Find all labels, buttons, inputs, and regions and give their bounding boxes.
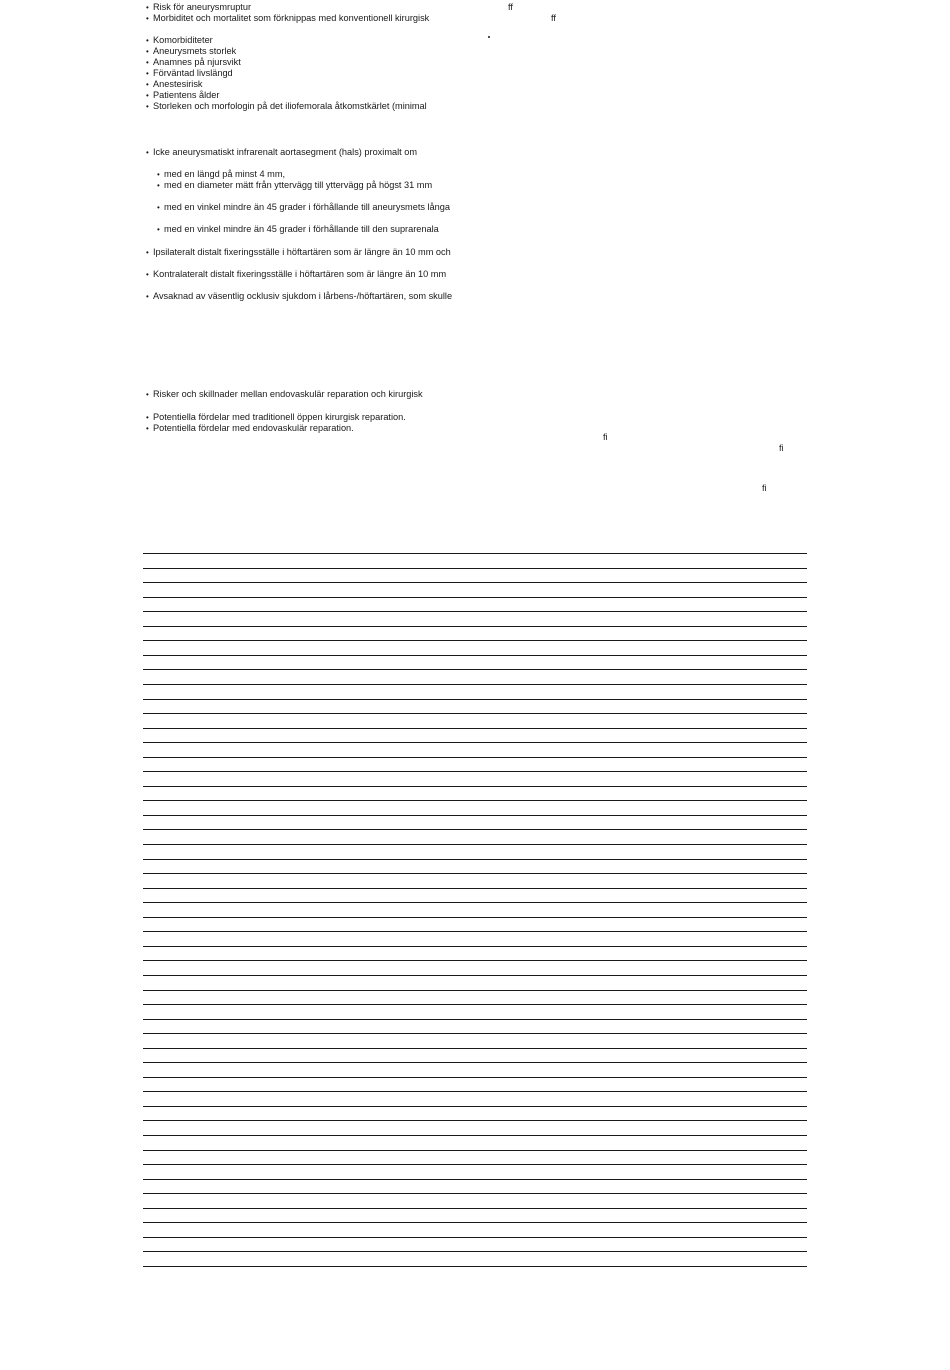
ruled-line	[143, 597, 807, 598]
ruled-line	[143, 1222, 807, 1223]
risk-item-2: • Morbiditet och mortalitet som förknippas med konventionell kirurgisk	[146, 13, 429, 24]
ruled-line	[143, 873, 807, 874]
ruled-line	[143, 1106, 807, 1107]
ligature-fragment-4: fi	[779, 443, 784, 453]
factor-item-6: • Patientens ålder	[146, 90, 219, 101]
ruled-line	[143, 829, 807, 830]
ruled-line	[143, 728, 807, 729]
ruled-line	[143, 960, 807, 961]
ruled-line	[143, 684, 807, 685]
anatomy-sub-item-4: • med en vinkel mindre än 45 grader i förhållande till den suprarenala	[157, 224, 439, 235]
ruled-line	[143, 902, 807, 903]
ruled-line	[143, 669, 807, 670]
ruled-line	[143, 815, 807, 816]
discussion-item-2: • Potentiella fördelar med traditionell öppen kirurgisk reparation.	[146, 412, 406, 423]
ruled-line	[143, 1251, 807, 1252]
anatomy-sub-item-1: • med en längd på minst 4 mm,	[157, 169, 285, 180]
ruled-line	[143, 699, 807, 700]
ruled-line	[143, 800, 807, 801]
ruled-line	[143, 1266, 807, 1267]
ruled-line	[143, 771, 807, 772]
ruled-line	[143, 1164, 807, 1165]
ruled-line	[143, 1033, 807, 1034]
anatomy-sub-item-3: • med en vinkel mindre än 45 grader i förhållande till aneurysmets långa	[157, 202, 450, 213]
anatomy-sub-item-2: • med en diameter mätt från yttervägg till yttervägg på högst 31 mm	[157, 180, 432, 191]
factor-item-7: • Storleken och morfologin på det iliofemorala åtkomstkärlet (minimal	[146, 101, 427, 112]
factor-item-5: • Anestesirisk	[146, 79, 203, 90]
ruled-line	[143, 1091, 807, 1092]
factor-item-3: • Anamnes på njursvikt	[146, 57, 241, 68]
stray-dot	[488, 36, 490, 38]
ruled-line	[143, 1193, 807, 1194]
ruled-line	[143, 1004, 807, 1005]
factor-item-4: • Förväntad livslängd	[146, 68, 233, 79]
ruled-line	[143, 713, 807, 714]
risk-item-1: • Risk för aneurysmruptur	[146, 2, 251, 13]
ruled-line	[143, 553, 807, 554]
ruled-line	[143, 742, 807, 743]
ruled-line	[143, 1019, 807, 1020]
discussion-item-3: • Potentiella fördelar med endovaskulär reparation.	[146, 423, 354, 434]
anatomy-main-item: • Icke aneurysmatiskt infrarenalt aortasegment (hals) proximalt om	[146, 147, 417, 158]
ruled-line	[143, 1120, 807, 1121]
ruled-line	[143, 1208, 807, 1209]
discussion-item-1: • Risker och skillnader mellan endovaskulär reparation och kirurgisk	[146, 389, 423, 400]
ruled-line	[143, 582, 807, 583]
ruled-line	[143, 917, 807, 918]
ligature-fragment-1: ff	[508, 2, 513, 12]
factor-item-2: • Aneurysmets storlek	[146, 46, 236, 57]
ligature-fragment-5: fi	[762, 483, 767, 493]
ruled-line	[143, 568, 807, 569]
anatomy-more-item-1: • Ipsilateralt distalt fixeringsställe i höftartären som är längre än 10 mm och	[146, 247, 451, 258]
ruled-line	[143, 611, 807, 612]
ruled-line	[143, 931, 807, 932]
ruled-line	[143, 626, 807, 627]
anatomy-more-item-3: • Avsaknad av väsentlig ocklusiv sjukdom i lårbens-/höftartären, som skulle	[146, 291, 452, 302]
ruled-line	[143, 990, 807, 991]
ruled-line	[143, 640, 807, 641]
ruled-line	[143, 844, 807, 845]
ruled-line	[143, 859, 807, 860]
ruled-line	[143, 786, 807, 787]
ruled-line	[143, 1062, 807, 1063]
ruled-line	[143, 1135, 807, 1136]
anatomy-more-item-2: • Kontralateralt distalt fixeringsställe i höftartären som är längre än 10 mm	[146, 269, 446, 280]
ruled-line	[143, 975, 807, 976]
ruled-line	[143, 757, 807, 758]
ruled-line	[143, 1237, 807, 1238]
ruled-line	[143, 946, 807, 947]
ruled-line	[143, 655, 807, 656]
ruled-line	[143, 1077, 807, 1078]
ruled-line	[143, 1150, 807, 1151]
ligature-fragment-2: ff	[551, 13, 556, 23]
ruled-line	[143, 1048, 807, 1049]
ruled-line	[143, 1179, 807, 1180]
ligature-fragment-3: fi	[603, 432, 608, 442]
ruled-line	[143, 888, 807, 889]
factor-item-1: • Komorbiditeter	[146, 35, 213, 46]
